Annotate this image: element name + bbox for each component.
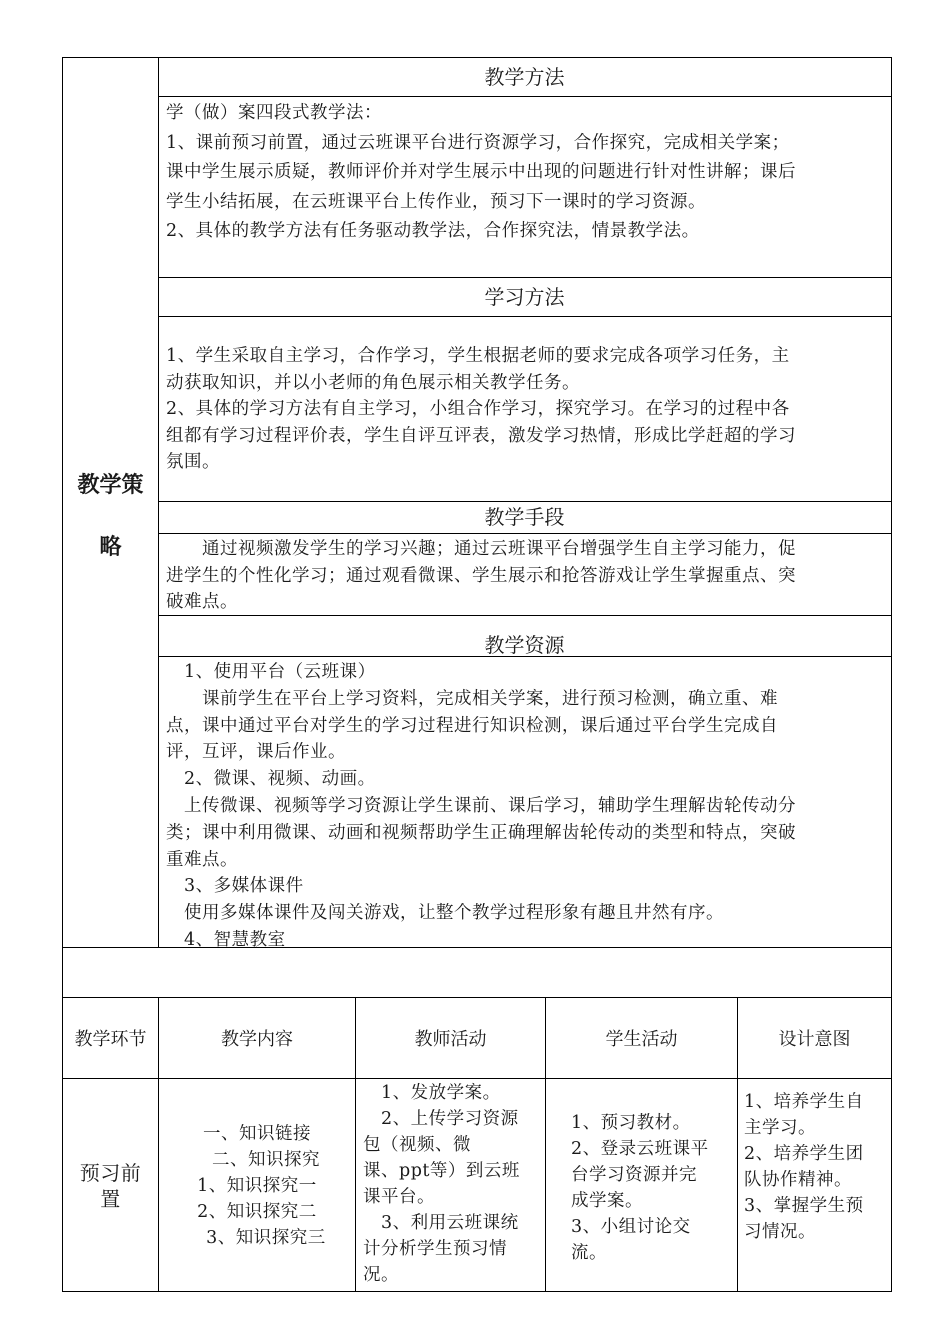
row-stage-line: 置 — [100, 1187, 121, 1211]
means-line: 破难点。 — [166, 592, 238, 612]
row-design-intent — [744, 1089, 890, 1245]
row-content-line: 二、知识探究 — [194, 1150, 320, 1170]
learning-line: 1、学生采取自主学习，合作学习，学生根据老师的要求完成各项学习任务，主 — [166, 346, 790, 366]
methods-line: 学（做）案四段式教学法： — [166, 103, 382, 123]
row-teacher-line: 计分析学生预习情 — [363, 1239, 507, 1259]
resources-line: 使用多媒体课件及闯关游戏，让整个教学过程形象有趣且井然有序。 — [166, 903, 724, 924]
header-content: 教学内容 — [221, 1029, 293, 1050]
means-section-divider — [158, 501, 891, 502]
resources-line: 课前学生在平台上学习资料，完成相关学案，进行预习检测，确立重、难 — [166, 688, 778, 709]
row-intent-line: 习情况。 — [744, 1222, 816, 1242]
methods-text — [166, 100, 882, 245]
table-header-bottom-divider — [62, 1078, 892, 1079]
row-intent-line: 2、培养学生团 — [744, 1144, 864, 1164]
header-stage: 教学环节 — [74, 1029, 147, 1050]
row-teacher-line: 课、ppt等）到云班 — [363, 1161, 520, 1181]
row-content-line: 1、知识探究一 — [197, 1176, 317, 1196]
row-teacher-activity — [363, 1080, 543, 1288]
learning-title: 学习方法 — [484, 285, 565, 309]
row-stage — [63, 1160, 158, 1212]
row-intent-line: 队协作精神。 — [744, 1170, 852, 1190]
resources-title: 教学资源 — [484, 633, 565, 657]
row-teacher-line: 2、上传学习资源 — [363, 1109, 519, 1129]
means-line: 进学生的个性化学习；通过观看微课、学生展示和抢答游戏让学生掌握重点、突 — [166, 565, 796, 586]
strategy-label-line1: 教学策 — [77, 473, 144, 498]
row-intent-line: 主学习。 — [744, 1118, 816, 1138]
header-student-activity: 学生活动 — [605, 1029, 678, 1050]
header-design-intent: 设计意图 — [778, 1029, 851, 1050]
row-intent-line: 1、培养学生自 — [744, 1092, 864, 1112]
methods-line: 学生小结拓展，在云班课平台上传作业，预习下一课时的学习资源。 — [166, 191, 706, 212]
learning-line: 动获取知识，并以小老师的角色展示相关教学任务。 — [166, 372, 580, 393]
row-stage-line: 预习前 — [79, 1161, 142, 1185]
row-teacher-line: 况。 — [363, 1265, 399, 1285]
means-text — [166, 536, 882, 616]
row-content — [159, 1121, 355, 1251]
resources-text — [166, 659, 882, 947]
row-student-line: 2、登录云班课平 — [571, 1139, 709, 1159]
resources-line: 1、使用平台（云班课） — [166, 662, 376, 682]
methods-title: 教学方法 — [484, 65, 565, 89]
row-teacher-line: 课平台。 — [363, 1187, 435, 1207]
learning-line: 氛围。 — [166, 452, 220, 472]
row-student-line: 3、小组讨论交 — [571, 1217, 691, 1237]
resources-line: 类；课中利用微课、动画和视频帮助学生正确理解齿轮传动的类型和特点，突破 — [166, 822, 796, 843]
row-teacher-line: 1、发放学案。 — [363, 1083, 501, 1103]
resources-line: 上传微课、视频等学习资源让学生课前、课后学习，辅助学生理解齿轮传动分 — [166, 795, 796, 816]
means-line: 通过视频激发学生的学习兴趣；通过云班课平台增强学生自主学习能力，促 — [166, 539, 796, 559]
resources-line: 点，课中通过平台对学生的学习过程进行知识检测，课后通过平台学生完成自 — [166, 715, 778, 736]
row-intent-line: 3、掌握学生预 — [744, 1196, 864, 1216]
resources-line: 4、智慧教室 — [166, 929, 286, 947]
strategy-bottom-divider — [62, 947, 892, 948]
learning-section-divider — [158, 277, 891, 278]
header-teacher-activity: 教师活动 — [414, 1029, 487, 1050]
resources-line: 2、微课、视频、动画。 — [166, 769, 376, 790]
learning-title-divider — [158, 316, 891, 317]
row-student-line: 1、预习教材。 — [571, 1113, 691, 1133]
learning-line: 2、具体的学习方法有自主学习，小组合作学习，探究学习。在学习的过程中各 — [166, 399, 790, 419]
row-student-line: 流。 — [571, 1243, 607, 1263]
label-column-divider — [158, 57, 159, 947]
learning-line: 组都有学习过程评价表，学生自评互评表，激发学习热情，形成比学赶超的学习 — [166, 425, 796, 446]
row-teacher-line: 3、利用云班课统 — [363, 1213, 519, 1233]
row-teacher-line: 包（视频、微 — [363, 1135, 471, 1155]
methods-line: 课中学生展示质疑，教师评价并对学生展示中出现的问题进行针对性讲解；课后 — [166, 162, 796, 182]
row-student-line: 台学习资源并完 — [571, 1165, 697, 1185]
methods-line: 1、课前预习前置，通过云班课平台进行资源学习，合作探究，完成相关学案； — [166, 132, 790, 153]
row-student-activity — [571, 1110, 735, 1266]
row-content-line: 2、知识探究二 — [197, 1202, 317, 1222]
learning-text — [166, 343, 882, 476]
methods-line: 2、具体的教学方法有任务驱动教学法，合作探究法，情景教学法。 — [166, 221, 700, 241]
resources-line: 评，互评，课后作业。 — [166, 742, 346, 763]
row-content-line: 一、知识链接 — [203, 1124, 311, 1144]
methods-title-divider — [158, 96, 891, 97]
resources-line: 3、多媒体课件 — [166, 876, 304, 897]
means-title: 教学手段 — [484, 505, 565, 529]
means-title-divider — [158, 533, 891, 534]
row-student-line: 成学案。 — [571, 1191, 643, 1211]
resources-line: 重难点。 — [166, 849, 238, 870]
row-content-line: 3、知识探究三 — [188, 1228, 326, 1248]
strategy-label-line2: 略 — [99, 535, 122, 560]
